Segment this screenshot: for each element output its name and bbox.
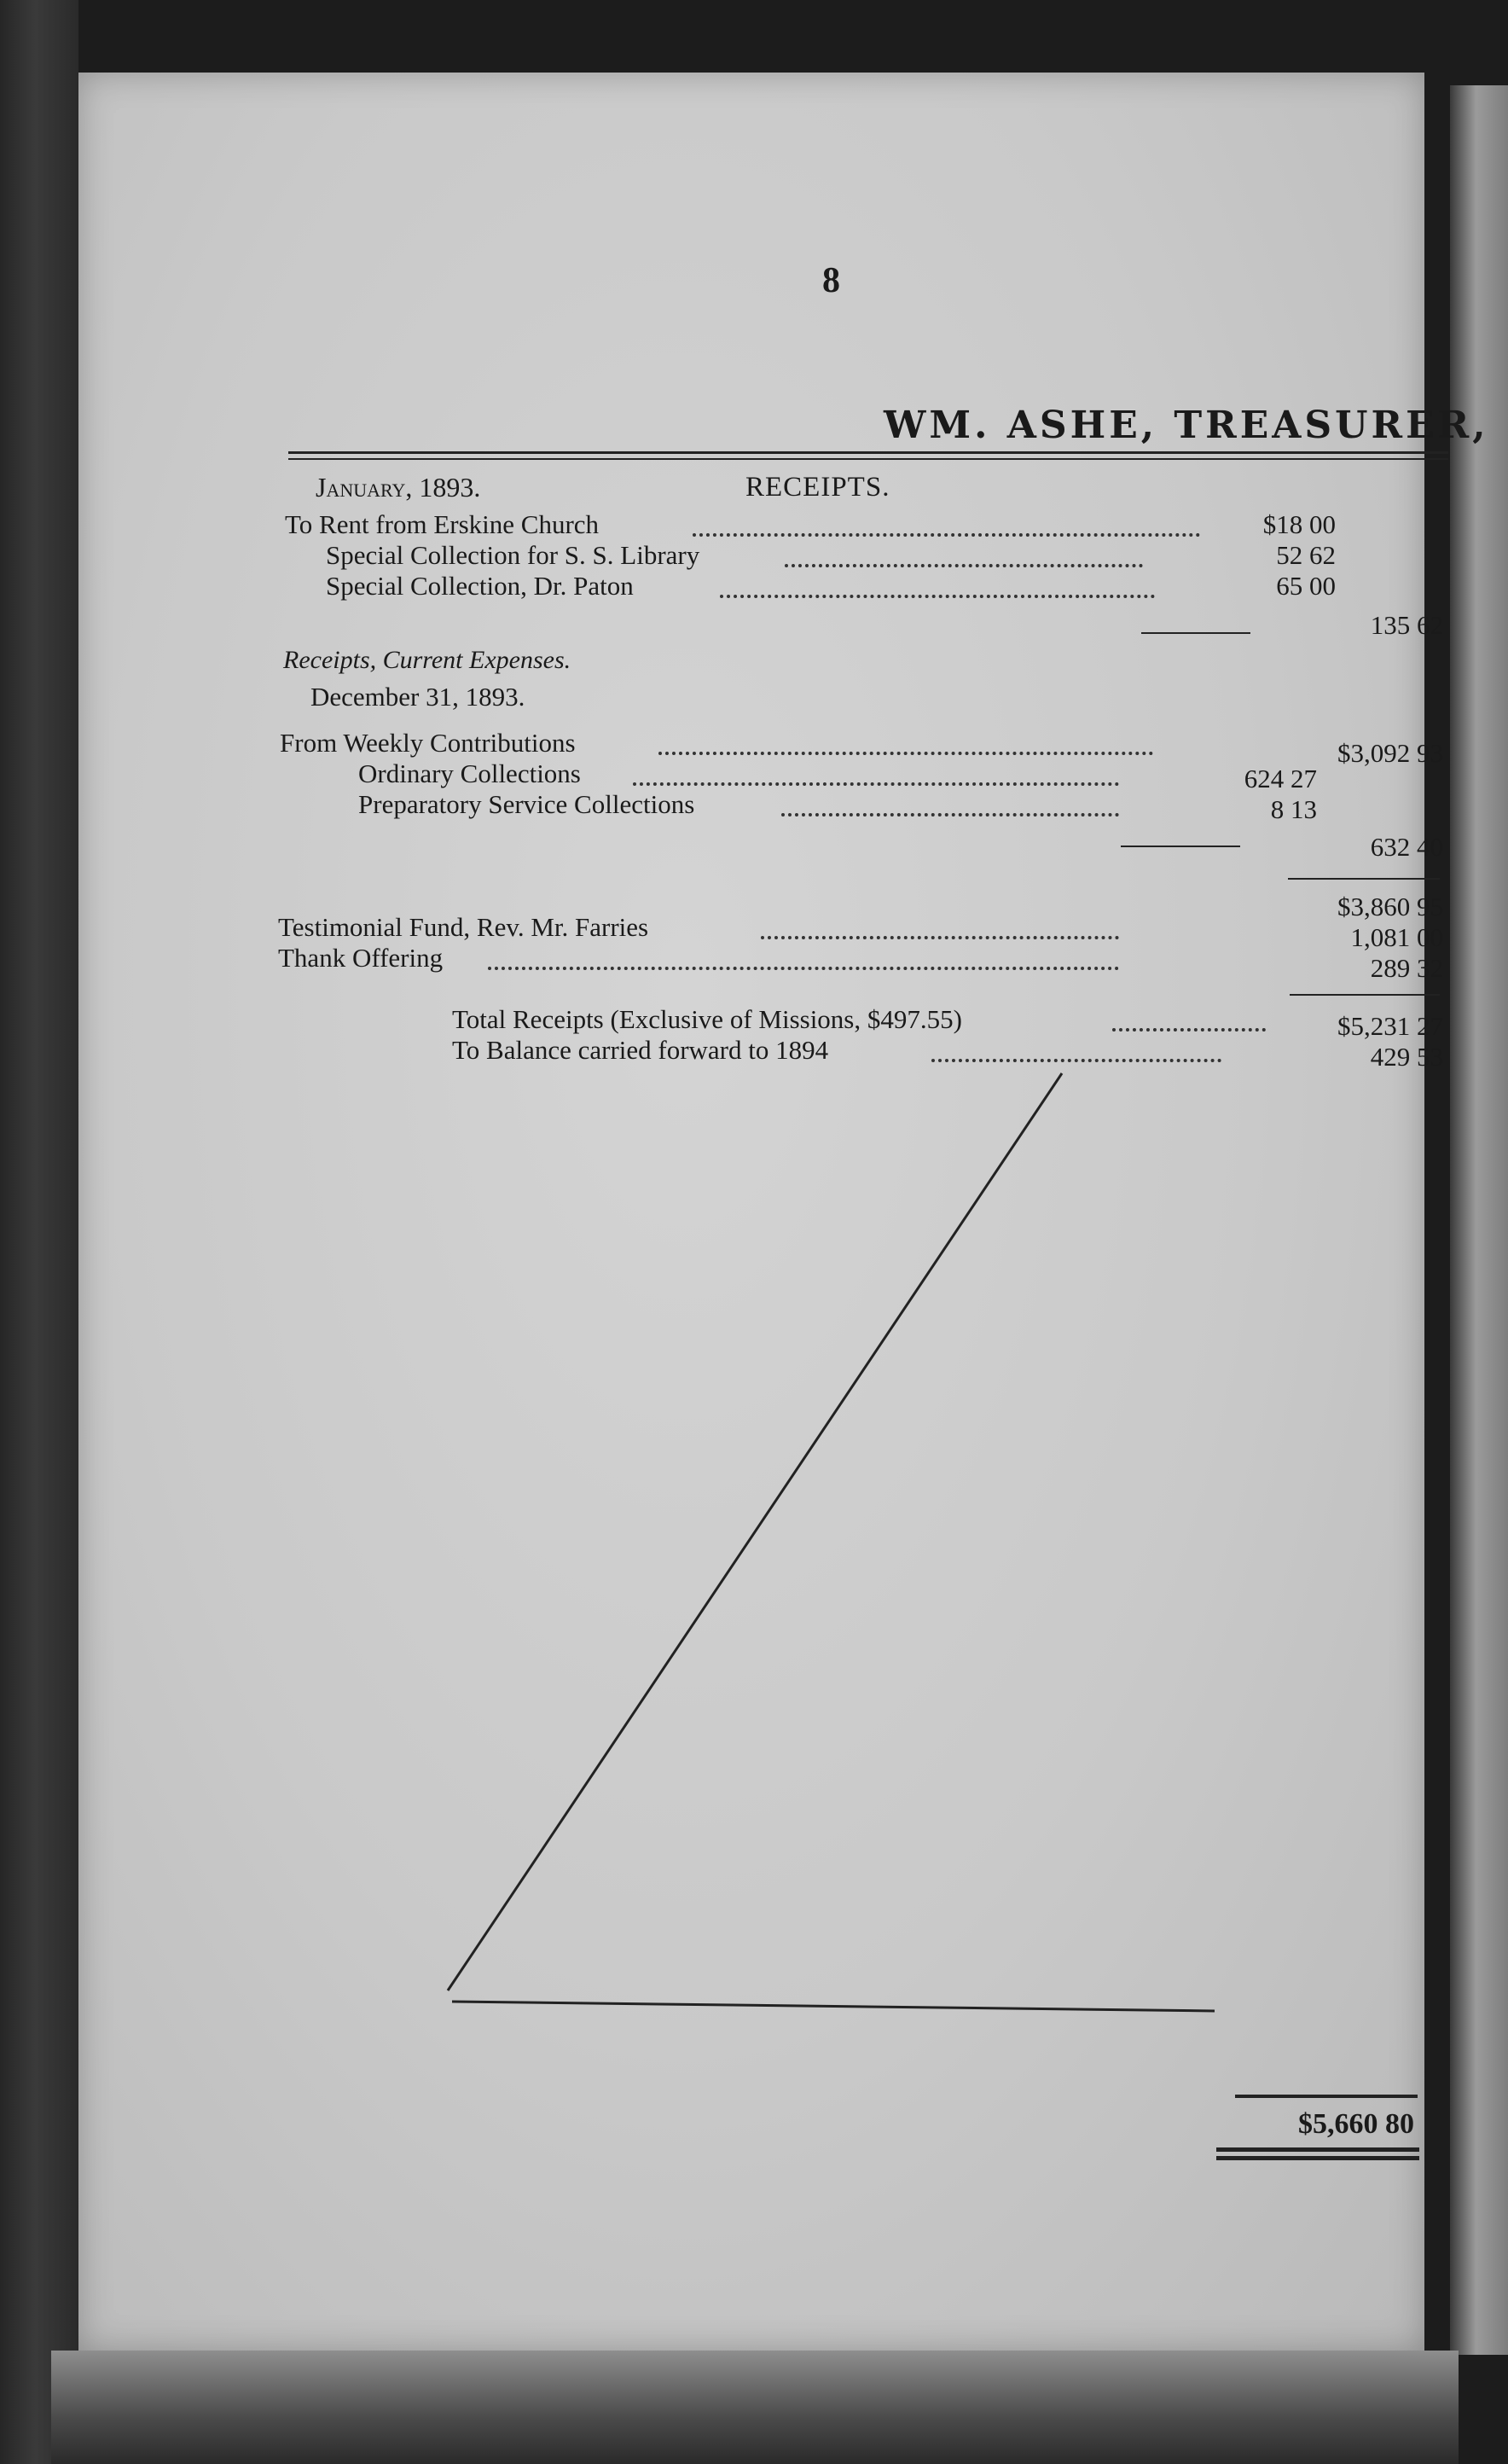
grand-total-rule-double-2 [1216,2156,1419,2160]
total-receipts-amount: $5,231 27 [1337,1011,1443,1041]
receipt-item-amount: 52 62 [1276,540,1336,570]
other-item-label: Testimonial Fund, Rev. Mr. Farries [278,912,649,942]
weekly-contributions-amount: $3,092 93 [1337,738,1443,768]
collection-item-amount: 624 27 [1244,764,1317,793]
diagonal-cancel-line [448,1073,1062,1990]
receipt-item-amount: 65 00 [1276,571,1336,601]
receipts-title: RECEIPTS. [745,472,890,503]
balance-amount: 429 53 [1370,1042,1443,1072]
other-item-label: Thank Offering [278,943,444,973]
header-title: WM. ASHE, TREASURER, [884,404,1489,447]
page-bottom-edge [51,2351,1459,2464]
collections-subtotal: 632 40 [1370,832,1443,862]
grand-total-rule-top [1235,2095,1418,2098]
page-number: 8 [822,261,840,300]
receipt-item-amount: $18 00 [1262,509,1336,539]
receipt-item-label: To Rent from Erskine Church [285,509,600,539]
weekly-contributions-label: From Weekly Contributions [280,728,576,758]
other-item-amount: 289 32 [1370,953,1443,983]
current-expenses-heading: Receipts, Current Expenses. [283,646,571,674]
total-receipts-label: Total Receipts (Exclusive of Missions, $497.55) [452,1004,962,1034]
book-spine [0,0,78,2464]
collection-item-label: Ordinary Collections [358,758,581,788]
grand-total: $5,660 80 [1298,2108,1414,2140]
cancellation-lines [78,73,1424,2351]
horizontal-cancel-line [452,2002,1215,2011]
receipts-date: January, 1893. [316,472,481,503]
collection-item-amount: 8 13 [1270,794,1317,824]
receipt-item-label: Special Collection for S. S. Library [326,540,700,570]
grand-total-rule-double-1 [1216,2147,1419,2152]
current-expenses-date: December 31, 1893. [310,682,525,712]
receipt-item-label: Special Collection, Dr. Paton [326,571,634,601]
ledger-page [78,73,1489,2351]
running-total: $3,860 95 [1337,892,1443,921]
receipts-subtotal: 135 62 [1370,610,1443,640]
collection-item-label: Preparatory Service Collections [358,789,695,819]
balance-label: To Balance carried forward to 1894 [452,1035,829,1065]
other-item-amount: 1,081 00 [1350,922,1443,952]
